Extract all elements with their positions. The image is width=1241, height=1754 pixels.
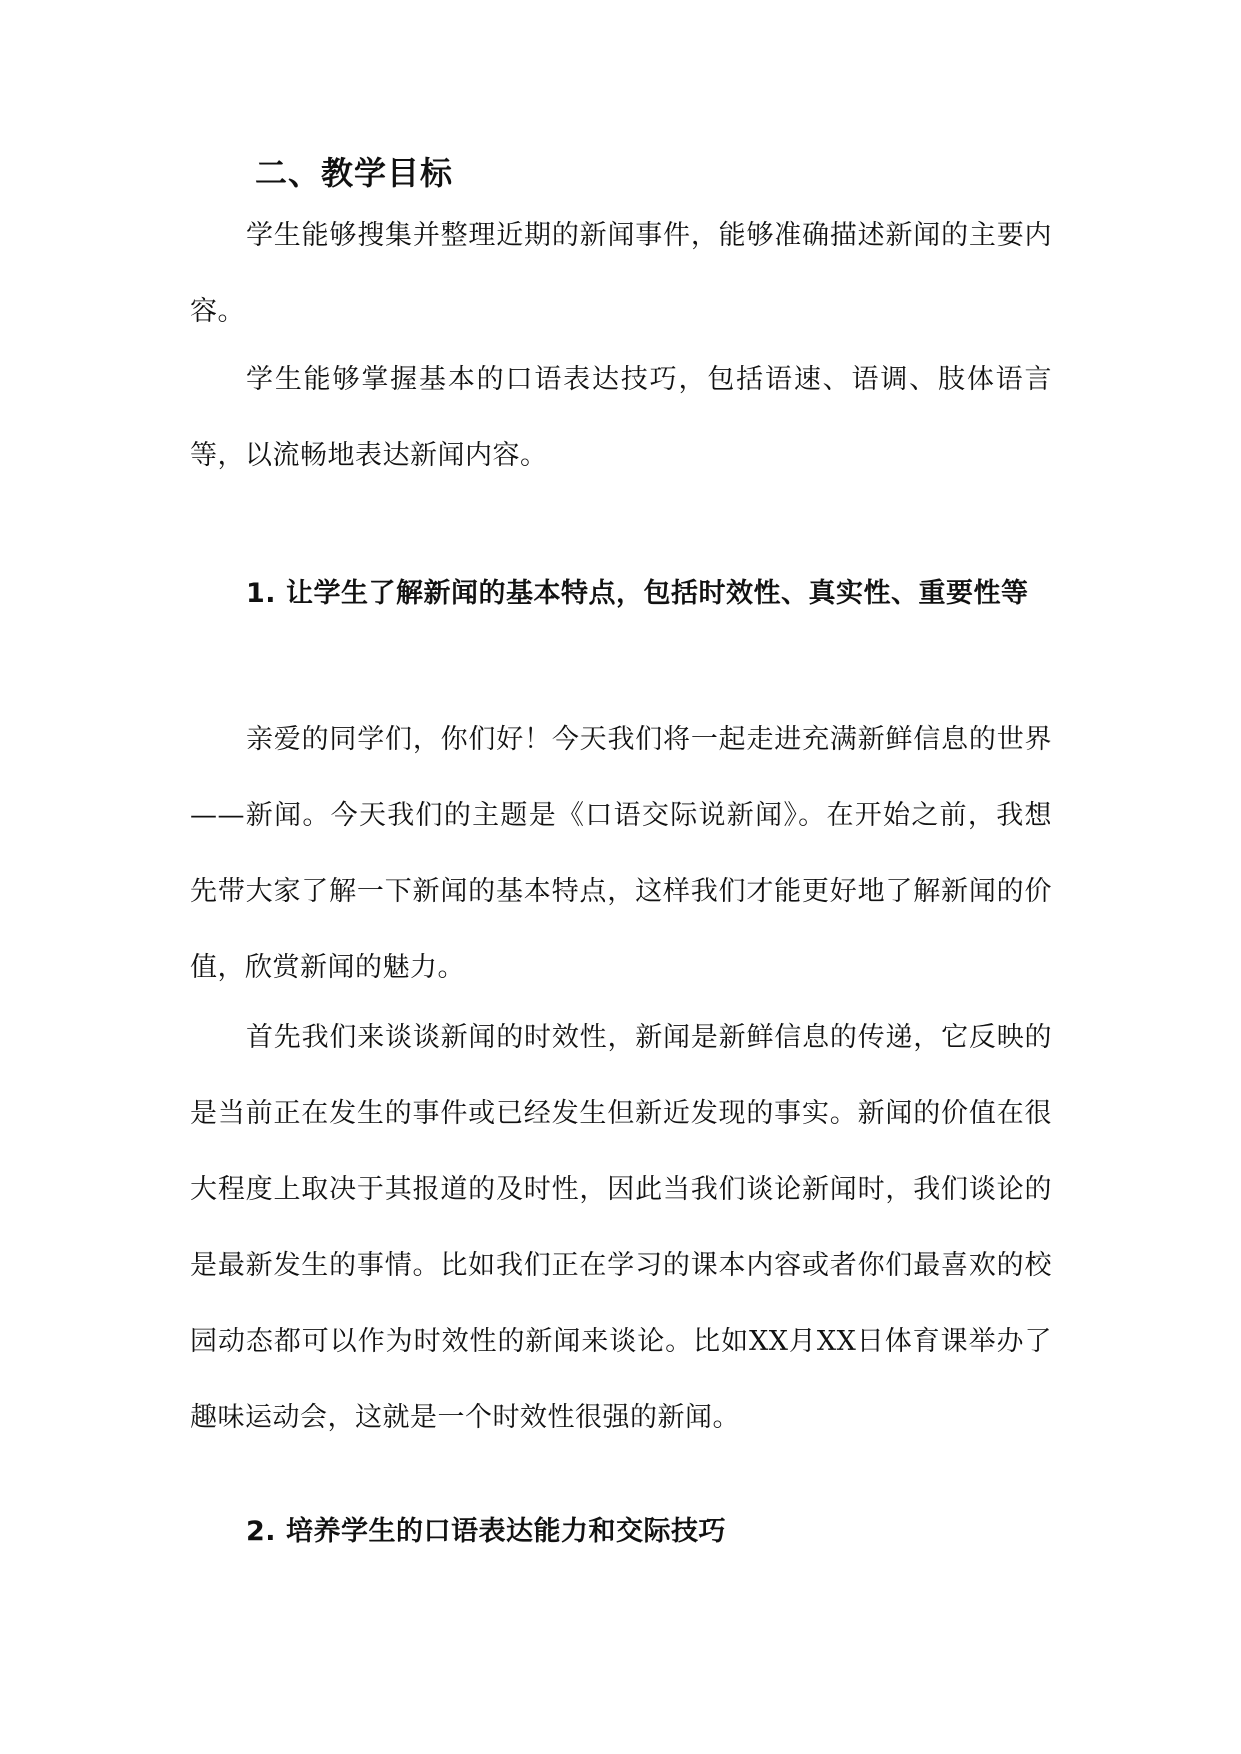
section-heading: 二、教学目标 <box>255 154 454 192</box>
body-paragraph: 亲爱的同学们，你们好！今天我们将一起走进充满新鲜信息的世界——新闻。今天我们的主题是《口语交际说新闻》。在开始之前，我想先带大家了解一下新闻的基本特点，这样我们才能更好地了解新闻的价值，欣赏新闻的魅力。 <box>190 724 1052 983</box>
body-paragraph: 首先我们来谈谈新闻的时效性，新闻是新鲜信息的传递，它反映的是当前正在发生的事件或已经发生但新近发现的事实。新闻的价值在很大程度上取决于其报道的及时性，因此当我们谈论新闻时，我们谈论的是最新发生的事情。比如我们正在学习的课本内容或者你们最喜欢的校园动态都可以作为时效性的新闻来谈论。比如XX月XX日体育课举办了趣味运动会，这就是一个时效性很强的新闻。 <box>190 1022 1052 1433</box>
objective-paragraph: 学生能够掌握基本的口语表达技巧，包括语速、语调、肢体语言等，以流畅地表达新闻内容。 <box>190 364 1052 471</box>
subsection-title-2: 2. 培养学生的口语表达能力和交际技巧 <box>246 1516 726 1547</box>
subsection-title-1: 1. 让学生了解新闻的基本特点，包括时效性、真实性、重要性等 <box>246 578 1029 609</box>
objective-paragraph: 学生能够搜集并整理近期的新闻事件，能够准确描述新闻的主要内容。 <box>190 220 1052 327</box>
